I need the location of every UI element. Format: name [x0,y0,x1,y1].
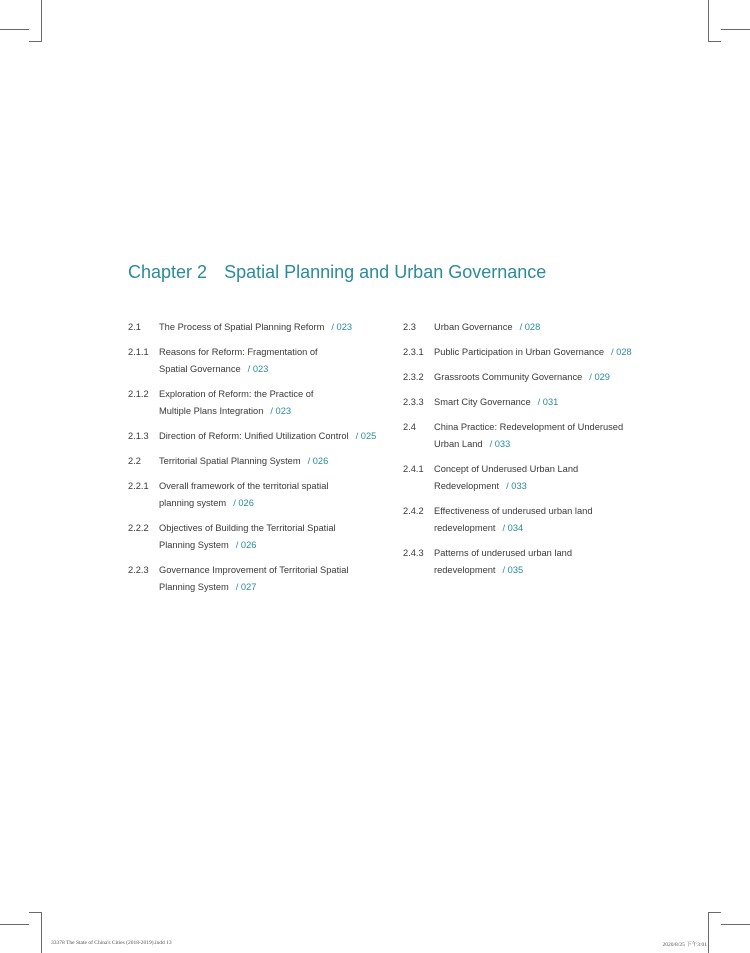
section-number: 2.4.2 [403,506,424,516]
crop-mark [0,29,29,30]
crop-mark [29,912,42,913]
section-title: Territorial Spatial Planning System [159,456,301,466]
crop-mark [708,912,709,953]
section-number: 2.2 [128,456,141,466]
chapter-label: Chapter 2 [128,262,208,282]
toc-entry[interactable] [403,545,653,579]
section-title: Exploration of Reform: the Practice of Multiple Plans Integration [159,389,314,416]
section-title: Objectives of Building the Territorial Spatial Planning System [159,523,336,550]
section-number: 2.3.2 [403,372,424,382]
section-title: Reasons for Reform: Fragmentation of Spatial Governance [159,347,318,374]
section-title: Grassroots Community Governance [434,372,583,382]
section-number: 2.1.1 [128,347,149,357]
page-number: / 028 [519,322,541,332]
footer-file-info: 33378 The State of China's Cities (2018-2019).indd 13 [51,940,172,946]
page-number: / 027 [235,582,257,592]
crop-mark [41,912,42,953]
toc-entry[interactable] [403,461,653,495]
section-number: 2.1.3 [128,431,149,441]
page-number: / 029 [589,372,610,382]
section-title: Concept of Underused Urban Land Redevelopment [434,464,579,491]
section-title: Smart City Governance [434,397,531,407]
section-number: 2.4.3 [403,548,424,558]
toc-entry[interactable] [128,319,383,336]
toc-entry[interactable] [403,394,653,411]
page-number: / 026 [235,540,257,550]
crop-mark [721,29,750,30]
section-title: Overall framework of the territorial spatial planning system [159,481,329,508]
toc-entry[interactable] [128,562,383,596]
crop-mark [0,924,29,925]
section-number: 2.2.3 [128,565,149,575]
section-number: 2.4 [403,422,416,432]
toc-entry[interactable] [128,453,383,470]
crop-mark [41,0,42,41]
crop-mark [29,41,42,42]
page-number: / 034 [502,523,524,533]
section-title: China Practice: Redevelopment of Underused Urban Land [434,422,624,449]
section-number: 2.1.2 [128,389,149,399]
crop-mark [708,912,721,913]
section-title: Public Participation in Urban Governance [434,347,605,357]
toc-right-column [403,319,653,579]
section-title: Governance Improvement of Territorial Spatial Planning System [159,565,349,592]
section-title: The Process of Spatial Planning Reform [159,322,325,332]
toc-entry[interactable] [128,428,383,445]
section-title: Effectiveness of underused urban land redevelopment [434,506,593,533]
toc-entry[interactable] [128,478,383,512]
crop-mark [721,924,750,925]
toc-entry[interactable] [128,344,383,378]
section-number: 2.3 [403,322,416,332]
page-number: / 025 [355,431,377,441]
page-number: / 023 [331,322,353,332]
toc-entry[interactable] [128,520,383,554]
chapter-name: Spatial Planning and Urban Governance [224,262,547,282]
page-number: / 026 [307,456,329,466]
section-title: Urban Governance [434,322,513,332]
section-number: 2.3.3 [403,397,424,407]
section-title: Direction of Reform: Unified Utilization Control [159,431,349,441]
section-number: 2.3.1 [403,347,424,357]
crop-mark [708,0,709,41]
section-number: 2.1 [128,322,141,332]
chapter-title [128,262,546,283]
section-title: Patterns of underused urban land redevelopment [434,548,573,575]
toc-entry[interactable] [128,386,383,420]
page-number: / 023 [247,364,269,374]
toc-left-column [128,319,383,596]
section-number: 2.2.1 [128,481,149,491]
page-number: / 031 [537,397,559,407]
section-number: 2.4.1 [403,464,424,474]
footer-timestamp: 2020/8/25 下午3:01 [662,942,707,948]
page-number: / 033 [506,481,527,491]
page-number: / 028 [611,347,632,357]
toc-entry[interactable] [403,319,653,336]
toc-entry[interactable] [403,344,653,361]
section-number: 2.2.2 [128,523,149,533]
crop-mark [708,41,721,42]
page-number: / 023 [270,406,292,416]
toc-entry[interactable] [403,419,653,453]
toc-entry[interactable] [403,369,653,386]
page-number: / 026 [233,498,254,508]
page-number: / 033 [489,439,511,449]
page-number: / 035 [502,565,524,575]
toc-entry[interactable] [403,503,653,537]
